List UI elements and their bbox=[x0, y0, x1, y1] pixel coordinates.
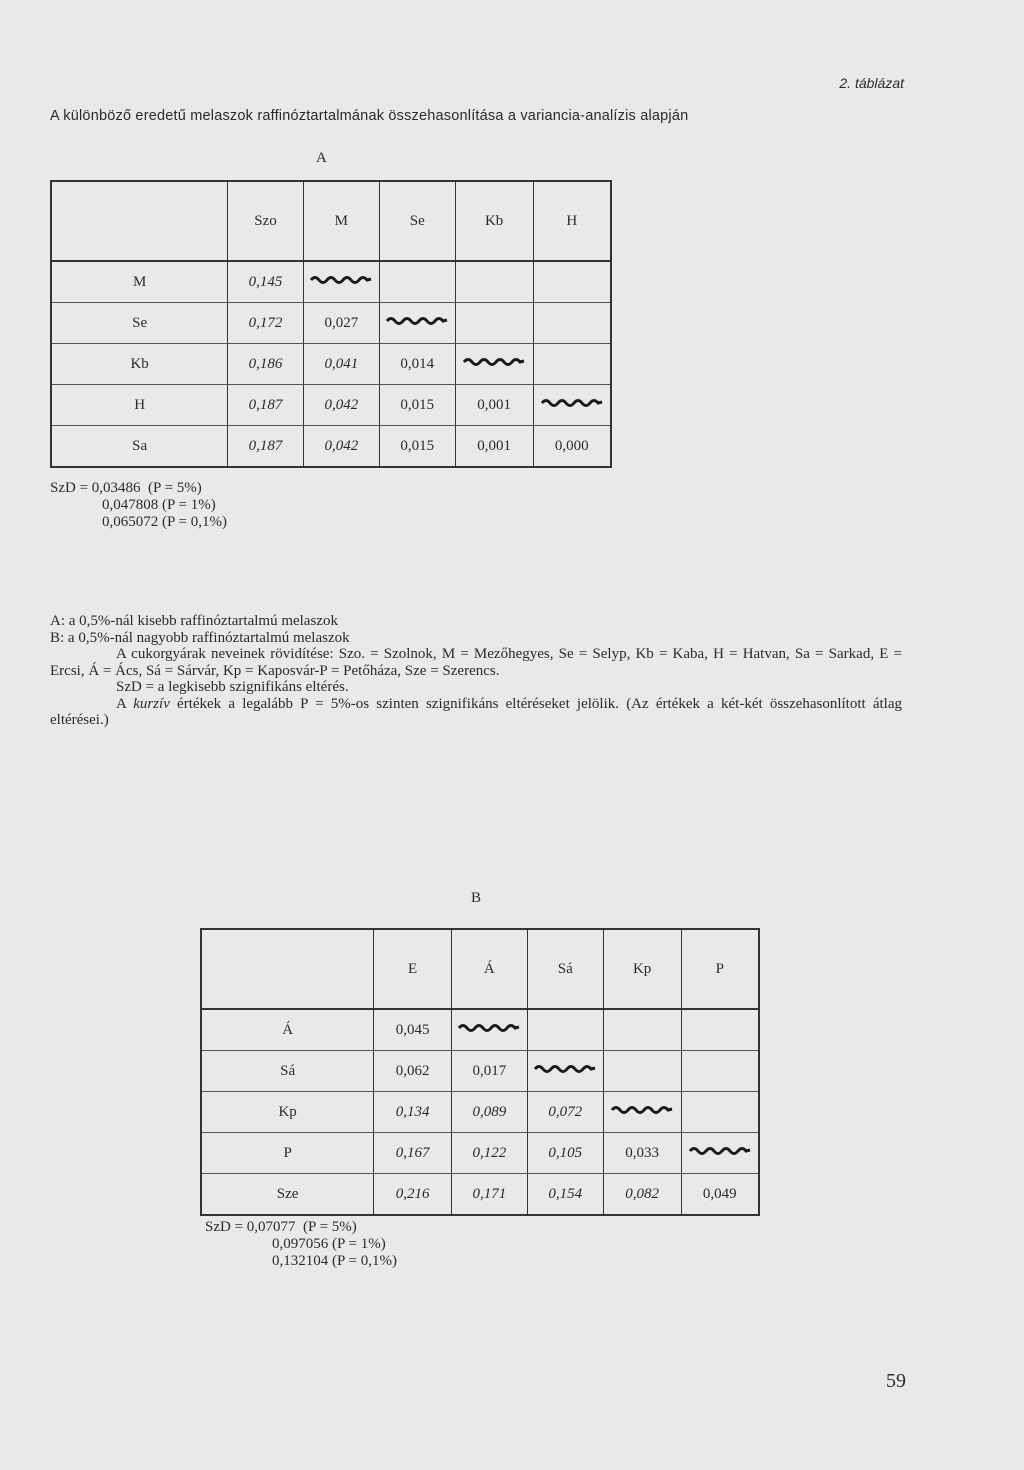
col-header: P bbox=[681, 929, 759, 1009]
value-cell: 0,145 bbox=[228, 261, 304, 303]
table-row bbox=[201, 1092, 759, 1133]
table-row bbox=[201, 1133, 759, 1174]
value-cell: 0,015 bbox=[379, 385, 455, 426]
col-header: H bbox=[533, 181, 611, 261]
row-header: Kp bbox=[201, 1092, 374, 1133]
empty-cell bbox=[527, 1009, 603, 1051]
empty-cell bbox=[455, 303, 533, 344]
row-header: H bbox=[51, 385, 228, 426]
empty-cell bbox=[533, 303, 611, 344]
empty-cell bbox=[379, 261, 455, 303]
value-cell: 0,154 bbox=[527, 1174, 603, 1216]
value-cell: 0,089 bbox=[451, 1092, 527, 1133]
empty-cell bbox=[603, 1051, 681, 1092]
corner-cell bbox=[201, 929, 374, 1009]
note-text: értékek a legalább P = 5%-os szinten szignifikáns eltéréseket jelölik. (Az értékek a két-két összehasonlított átlag eltérései.) bbox=[50, 695, 902, 728]
note-line: A cukorgyárak neveinek rövidítése: Szo. = Szolnok, M = Mezőhegyes, Se = Selyp, Kb = Kaba, H = Hatvan, Sa = Sarkad, E = Ercsi, Á = Ács, Sá = Sárvár, Kp = Kaposvár-P = Petőháza, Sze = Szerencs. bbox=[50, 646, 902, 679]
table-row bbox=[51, 303, 611, 344]
diagonal-cell bbox=[451, 1009, 527, 1051]
table-a-label: A bbox=[316, 150, 327, 166]
row-header: Se bbox=[51, 303, 228, 344]
note-line: SzD = a legkisebb szignifikáns eltérés. bbox=[116, 679, 349, 695]
footnotes bbox=[50, 613, 902, 729]
wavy-line-mark bbox=[462, 356, 526, 368]
empty-cell bbox=[533, 344, 611, 385]
table-row bbox=[201, 1174, 759, 1216]
value-cell: 0,062 bbox=[374, 1051, 452, 1092]
szd-block-b bbox=[205, 1219, 357, 1236]
diagonal-cell bbox=[533, 385, 611, 426]
szd-line: 0,065072 (P = 0,1%) bbox=[102, 514, 227, 530]
row-header: P bbox=[201, 1133, 374, 1174]
diagonal-cell bbox=[527, 1051, 603, 1092]
note-line bbox=[50, 696, 902, 729]
table-label: 2. táblázat bbox=[839, 75, 904, 91]
table-b-header-row bbox=[201, 929, 759, 1009]
note-italic-text: kurzív bbox=[133, 695, 170, 712]
diagonal-cell bbox=[455, 344, 533, 385]
value-cell: 0,041 bbox=[303, 344, 379, 385]
row-header: Sa bbox=[51, 426, 228, 468]
col-header: M bbox=[303, 181, 379, 261]
col-header: Sá bbox=[527, 929, 603, 1009]
empty-cell bbox=[681, 1051, 759, 1092]
value-cell: 0,001 bbox=[455, 385, 533, 426]
szd-prefix: SzD = bbox=[50, 480, 89, 496]
value-cell: 0,105 bbox=[527, 1133, 603, 1174]
value-cell: 0,187 bbox=[228, 426, 304, 468]
row-header: Sze bbox=[201, 1174, 374, 1216]
corner-cell bbox=[51, 181, 228, 261]
table-a-header-row bbox=[51, 181, 611, 261]
wavy-line-mark bbox=[385, 315, 449, 327]
value-cell: 0,172 bbox=[228, 303, 304, 344]
wavy-line-mark bbox=[610, 1104, 674, 1116]
diagonal-cell bbox=[681, 1133, 759, 1174]
diagonal-cell bbox=[379, 303, 455, 344]
value-cell: 0,000 bbox=[533, 426, 611, 468]
value-cell: 0,122 bbox=[451, 1133, 527, 1174]
table-row bbox=[201, 1051, 759, 1092]
value-cell: 0,171 bbox=[451, 1174, 527, 1216]
szd-prefix: SzD = bbox=[205, 1219, 244, 1235]
szd-line: 0,132104 (P = 0,1%) bbox=[272, 1253, 397, 1269]
value-cell: 0,187 bbox=[228, 385, 304, 426]
value-cell: 0,042 bbox=[303, 426, 379, 468]
col-header: Kp bbox=[603, 929, 681, 1009]
col-header: Kb bbox=[455, 181, 533, 261]
empty-cell bbox=[455, 261, 533, 303]
value-cell: 0,049 bbox=[681, 1174, 759, 1216]
col-header: Szo bbox=[228, 181, 304, 261]
empty-cell bbox=[681, 1092, 759, 1133]
table-b-label: B bbox=[471, 890, 482, 906]
note-text: A bbox=[116, 695, 134, 712]
table-row bbox=[51, 261, 611, 303]
szd-line: 0,07077 (P = 5%) bbox=[246, 1219, 357, 1235]
value-cell: 0,082 bbox=[603, 1174, 681, 1216]
diagonal-cell bbox=[603, 1092, 681, 1133]
value-cell: 0,033 bbox=[603, 1133, 681, 1174]
value-cell: 0,072 bbox=[527, 1092, 603, 1133]
row-header: Sá bbox=[201, 1051, 374, 1092]
wavy-line-mark bbox=[540, 397, 604, 409]
col-header: Á bbox=[451, 929, 527, 1009]
value-cell: 0,186 bbox=[228, 344, 304, 385]
page-number: 59 bbox=[886, 1370, 906, 1392]
value-cell: 0,017 bbox=[451, 1051, 527, 1092]
value-cell: 0,216 bbox=[374, 1174, 452, 1216]
szd-line: 0,047808 (P = 1%) bbox=[102, 497, 216, 513]
empty-cell bbox=[603, 1009, 681, 1051]
table-row bbox=[201, 1009, 759, 1051]
value-cell: 0,042 bbox=[303, 385, 379, 426]
wavy-line-mark bbox=[533, 1063, 597, 1075]
wavy-line-mark bbox=[457, 1022, 521, 1034]
row-header: M bbox=[51, 261, 228, 303]
szd-line: 0,097056 (P = 1%) bbox=[272, 1236, 386, 1252]
note-line: A: a 0,5%-nál kisebb raffinóztartalmú melaszok bbox=[50, 613, 338, 629]
table-row bbox=[51, 426, 611, 468]
szd-block-a bbox=[50, 480, 202, 497]
value-cell: 0,014 bbox=[379, 344, 455, 385]
col-header: E bbox=[374, 929, 452, 1009]
row-header: Á bbox=[201, 1009, 374, 1051]
table-row bbox=[51, 385, 611, 426]
note-line: B: a 0,5%-nál nagyobb raffinóztartalmú melaszok bbox=[50, 629, 350, 646]
diagonal-cell bbox=[303, 261, 379, 303]
value-cell: 0,134 bbox=[374, 1092, 452, 1133]
value-cell: 0,001 bbox=[455, 426, 533, 468]
table-row bbox=[51, 344, 611, 385]
value-cell: 0,167 bbox=[374, 1133, 452, 1174]
wavy-line-mark bbox=[688, 1145, 752, 1157]
value-cell: 0,027 bbox=[303, 303, 379, 344]
szd-line: 0,03486 (P = 5%) bbox=[91, 480, 202, 496]
page-title: A különböző eredetű melaszok raffinóztartalmának összehasonlítása a variancia-analízis alapján bbox=[50, 108, 689, 124]
table-b bbox=[200, 928, 760, 1216]
value-cell: 0,015 bbox=[379, 426, 455, 468]
wavy-line-mark bbox=[309, 274, 373, 286]
table-a bbox=[50, 180, 612, 468]
col-header: Se bbox=[379, 181, 455, 261]
row-header: Kb bbox=[51, 344, 228, 385]
value-cell: 0,045 bbox=[374, 1009, 452, 1051]
empty-cell bbox=[681, 1009, 759, 1051]
empty-cell bbox=[533, 261, 611, 303]
